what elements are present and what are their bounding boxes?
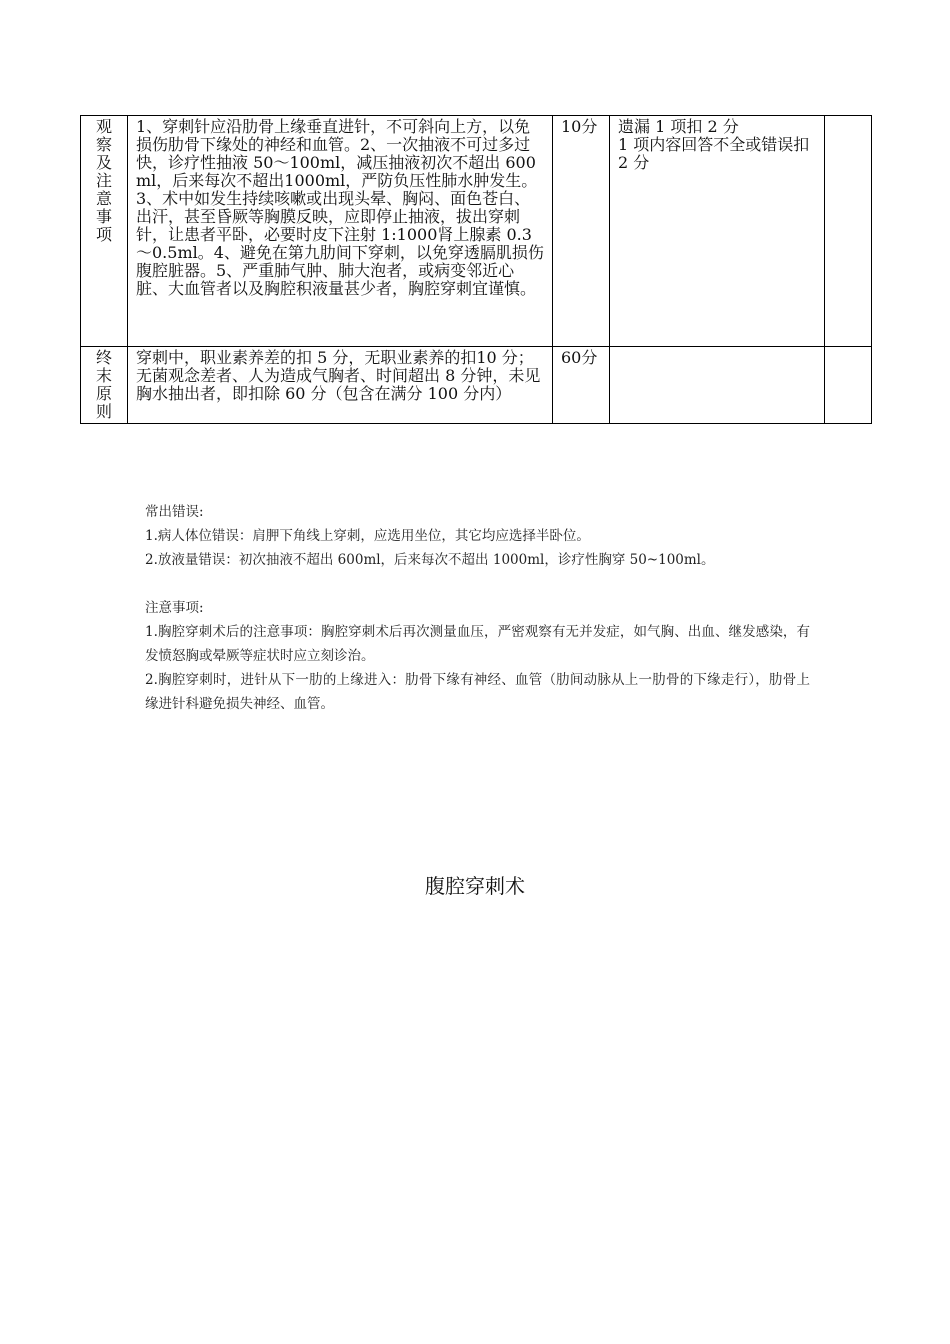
spacer: [145, 572, 810, 596]
score-cell: 10分: [553, 116, 610, 347]
deduction-cell: [610, 347, 825, 424]
precautions-heading: 注意事项:: [145, 600, 204, 616]
table-row: [81, 347, 872, 424]
scoring-table: [80, 115, 872, 424]
category-cell: [81, 116, 128, 347]
common-error-item: 2.放液量错误：初次抽液不超出 600ml，后来每次不超出 1000ml，诊疗性胸穿 50~100ml。: [145, 552, 715, 568]
category-cell: [81, 347, 128, 424]
content-cell: 穿刺中，职业素养差的扣 5 分，无职业素养的扣10 分；无菌观念差者、人为造成气胸者、时间超出 8 分钟，未见胸水抽出者，即扣除 60 分（包含在满分 100 分内）: [128, 347, 553, 424]
score-cell: 60分: [553, 347, 610, 424]
extra-cell: [825, 347, 872, 424]
extra-cell: [825, 116, 872, 347]
precaution-item: 2.胸腔穿刺时，进针从下一肋的上缘进入：肋骨下缘有神经、血管（肋间动脉从上一肋骨的下缘走行），肋骨上缘进针科避免损失神经、血管。: [145, 672, 810, 712]
content-cell: 1、穿刺针应沿肋骨上缘垂直进针，不可斜向上方，以免损伤肋骨下缘处的神经和血管。2、一次抽液不可过多过快，诊疗性抽液 50～100ml，减压抽液初次不超出 600ml，后来每次不超出1000ml，严防负压性肺水肿发生。3、术中如发生持续咳嗽或出现头晕、胸闷、面色苍白、出汗，甚至昏厥等胸膜反映，应即停止抽液，拔出穿刺针，让患者平卧，必要时皮下注射 1:1000肾上腺素 0.3～0.5ml。4、避免在第九肋间下穿刺，以免穿透膈肌损伤腹腔脏器。5、严重肺气肿、肺大泡者，或病变邻近心脏、大血管者以及胸腔积液量甚少者，胸腔穿刺宜谨慎。: [128, 116, 553, 347]
section-title: 腹腔穿刺术: [425, 874, 525, 898]
notes-section: [145, 500, 810, 716]
table-row: [81, 116, 872, 347]
precaution-item: 1.胸腔穿刺术后的注意事项：胸腔穿刺术后再次测量血压，严密观察有无并发症，如气胸、出血、继发感染，有发愤怒胸或晕厥等症状时应立刻诊治。: [145, 624, 810, 664]
category-label: 观察及注意事项: [95, 117, 112, 244]
common-error-item: 1.病人体位错误：肩胛下角线上穿刺，应选用坐位，其它均应选择半卧位。: [145, 528, 590, 544]
deduction-cell: [610, 116, 825, 347]
category-label: 终末原则: [95, 348, 112, 421]
common-errors-heading: 常出错误:: [145, 504, 204, 520]
deduction-line: 1 项内容回答不全或错误扣 2 分: [618, 135, 810, 172]
deduction-line: 遗漏 1 项扣 2 分: [618, 117, 739, 136]
